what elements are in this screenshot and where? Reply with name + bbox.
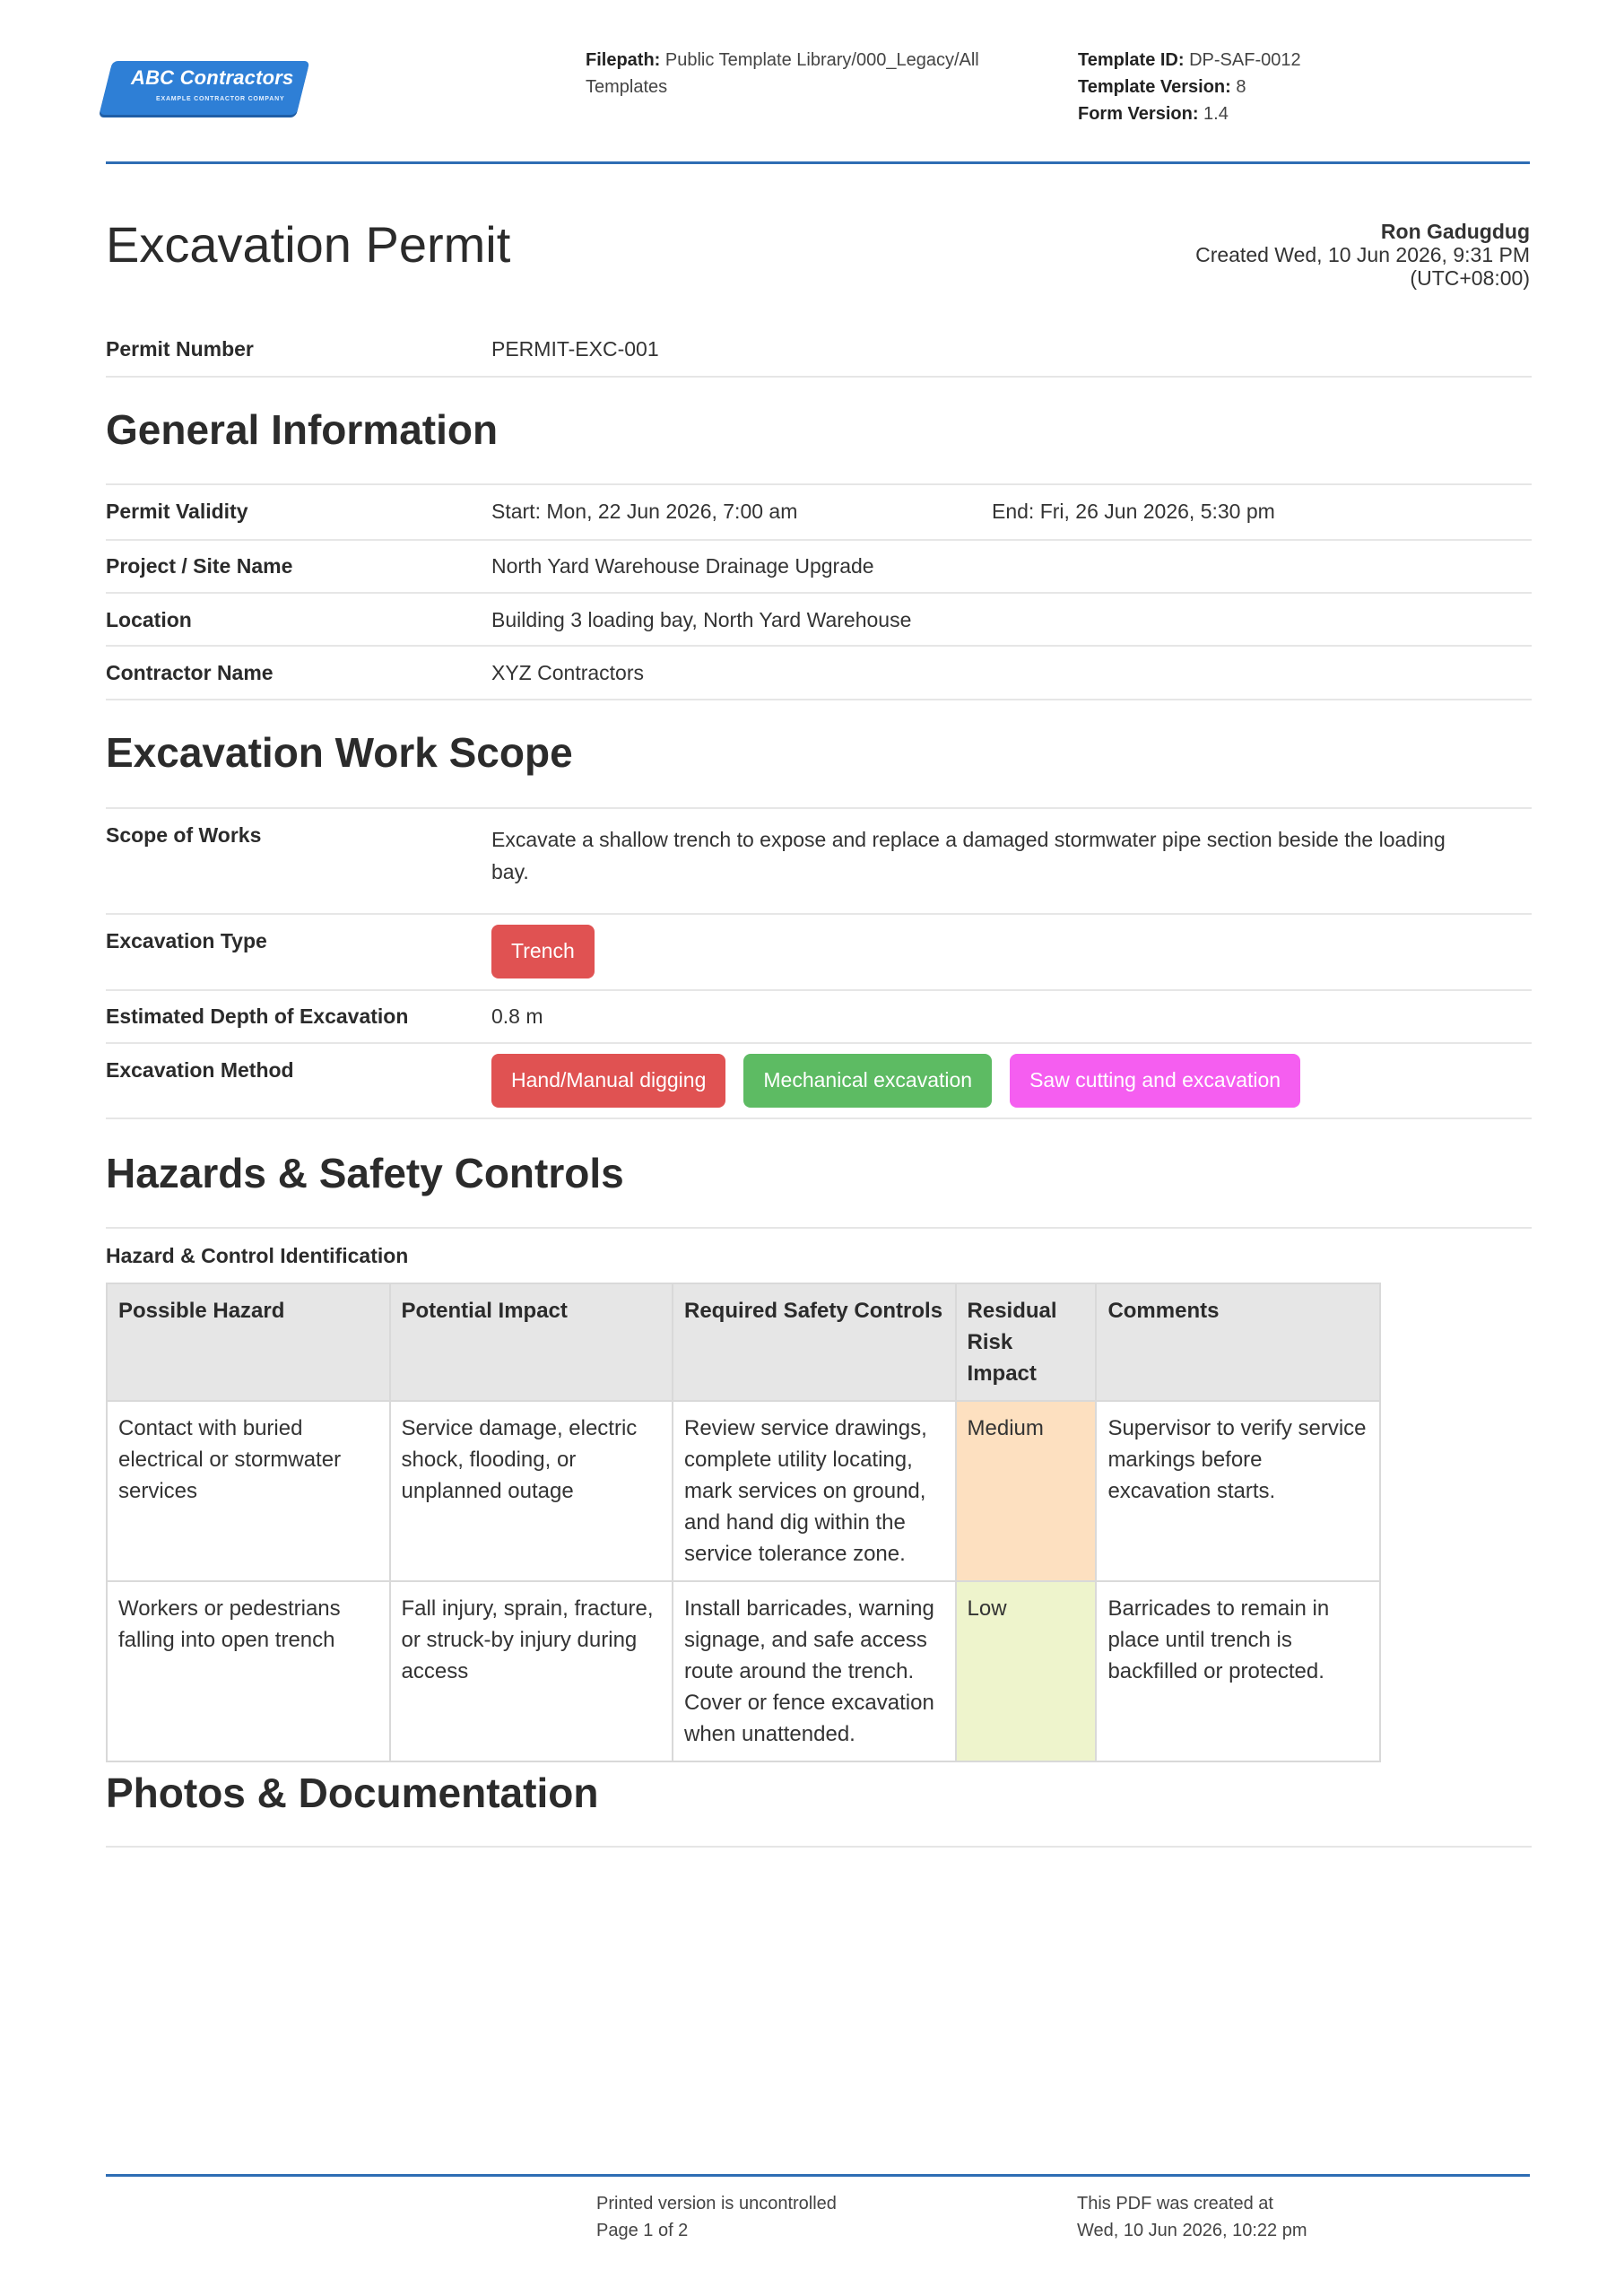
footer-left xyxy=(596,2190,837,2244)
permit-validity-end: End: Fri, 26 Jun 2026, 5:30 pm xyxy=(992,500,1275,523)
table-row xyxy=(107,1581,1380,1761)
col-header: Required Safety Controls xyxy=(673,1283,956,1401)
form-version: 1.4 xyxy=(1203,104,1229,124)
divider xyxy=(106,807,1532,809)
logo-name: ABC Contractors xyxy=(131,66,294,89)
risk-cell: Medium xyxy=(956,1401,1097,1581)
method-badge: Saw cutting and excavation xyxy=(1010,1054,1300,1108)
table-row xyxy=(107,1401,1380,1581)
uncontrolled-note: Printed version is uncontrolled xyxy=(596,2194,837,2213)
col-header: Comments xyxy=(1096,1283,1380,1401)
divider xyxy=(106,699,1532,700)
footer-right xyxy=(1077,2190,1307,2244)
comments-cell: Supervisor to verify service markings before excavation starts. xyxy=(1096,1401,1380,1581)
filepath-label: Filepath: xyxy=(586,50,661,70)
col-header: Potential Impact xyxy=(390,1283,673,1401)
controls-cell: Install barricades, warning signage, and safe access route around the trench. Cover or fence excavation when unattended. xyxy=(673,1581,956,1761)
divider xyxy=(106,483,1532,485)
permit-number-value: PERMIT-EXC-001 xyxy=(491,337,659,361)
company-logo xyxy=(106,56,314,120)
table-header-row xyxy=(107,1283,1380,1401)
risk-cell: Low xyxy=(956,1581,1097,1761)
table-title: Hazard & Control Identification xyxy=(106,1244,409,1267)
created-timezone: (UTC+08:00) xyxy=(1410,266,1530,290)
template-id: DP-SAF-0012 xyxy=(1189,50,1301,70)
hazard-cell: Contact with buried electrical or stormwater services xyxy=(107,1401,390,1581)
template-version: 8 xyxy=(1236,77,1246,97)
divider xyxy=(106,1042,1532,1044)
template-info xyxy=(1078,47,1301,127)
pdf-created-label: This PDF was created at xyxy=(1077,2194,1273,2213)
scope-heading: Excavation Work Scope xyxy=(106,729,573,776)
filepath-block xyxy=(586,47,979,100)
impact-cell: Fall injury, sprain, fracture, or struck-by injury during access xyxy=(390,1581,673,1761)
scope-line: bay. xyxy=(491,860,529,883)
hazard-table xyxy=(106,1283,1381,1762)
method-badge: Mechanical excavation xyxy=(743,1054,992,1108)
filepath-value: Public Template Library/000_Legacy/All xyxy=(664,50,979,70)
permit-number-label: Permit Number xyxy=(106,337,254,361)
type-badge: Trench xyxy=(491,925,595,978)
template-id-label: Template ID: xyxy=(1078,50,1185,70)
logo-tagline: EXAMPLE CONTRACTOR COMPANY xyxy=(156,96,285,102)
project-label: Project / Site Name xyxy=(106,554,293,578)
created-date: Created Wed, 10 Jun 2026, 9:31 PM xyxy=(1195,243,1530,266)
method-label: Excavation Method xyxy=(106,1058,294,1082)
col-header: Residual Risk Impact xyxy=(956,1283,1097,1401)
hazard-cell: Workers or pedestrians falling into open trench xyxy=(107,1581,390,1761)
controls-cell: Review service drawings, complete utility locating, mark services on ground, and hand dig within the service tolerance zone. xyxy=(673,1401,956,1581)
col-header: Possible Hazard xyxy=(107,1283,390,1401)
impact-cell: Service damage, electric shock, flooding, or unplanned outage xyxy=(390,1401,673,1581)
photos-heading: Photos & Documentation xyxy=(106,1770,599,1816)
divider xyxy=(106,376,1532,378)
general-info-heading: General Information xyxy=(106,406,499,453)
permit-validity-start: Start: Mon, 22 Jun 2026, 7:00 am xyxy=(491,500,798,523)
template-version-label: Template Version: xyxy=(1078,77,1231,97)
page-number: Page 1 of 2 xyxy=(596,2221,689,2240)
divider xyxy=(106,1227,1532,1229)
footer-divider xyxy=(106,2174,1530,2177)
divider xyxy=(106,645,1532,647)
project-value: North Yard Warehouse Drainage Upgrade xyxy=(491,554,874,578)
divider xyxy=(106,1118,1532,1119)
scope-of-works-value xyxy=(491,823,1446,888)
contractor-label: Contractor Name xyxy=(106,661,274,684)
hazards-heading: Hazards & Safety Controls xyxy=(106,1150,624,1196)
pdf-created-date: Wed, 10 Jun 2026, 10:22 pm xyxy=(1077,2221,1307,2240)
method-values xyxy=(491,1054,1318,1108)
comments-cell: Barricades to remain in place until trench is backfilled or protected. xyxy=(1096,1581,1380,1761)
author-block xyxy=(1195,220,1530,290)
divider xyxy=(106,539,1532,541)
header-divider xyxy=(106,161,1530,164)
filepath-value-cont: Templates xyxy=(586,77,668,97)
scope-of-works-label: Scope of Works xyxy=(106,823,262,847)
divider xyxy=(106,592,1532,594)
contractor-value: XYZ Contractors xyxy=(491,661,644,684)
divider xyxy=(106,989,1532,991)
location-label: Location xyxy=(106,608,192,631)
divider xyxy=(106,1846,1532,1848)
depth-label: Estimated Depth of Excavation xyxy=(106,1004,409,1028)
page-title: Excavation Permit xyxy=(106,216,511,273)
permit-validity-label: Permit Validity xyxy=(106,500,248,523)
scope-line: Excavate a shallow trench to expose and replace a damaged stormwater pipe section beside the loading xyxy=(491,828,1446,851)
divider xyxy=(106,913,1532,915)
author-name: Ron Gadugdug xyxy=(1380,220,1530,243)
form-version-label: Form Version: xyxy=(1078,104,1199,124)
depth-value: 0.8 m xyxy=(491,1004,543,1028)
excavation-type-value xyxy=(491,925,612,978)
excavation-type-label: Excavation Type xyxy=(106,929,267,952)
location-value: Building 3 loading bay, North Yard Warehouse xyxy=(491,608,912,631)
method-badge: Hand/Manual digging xyxy=(491,1054,725,1108)
